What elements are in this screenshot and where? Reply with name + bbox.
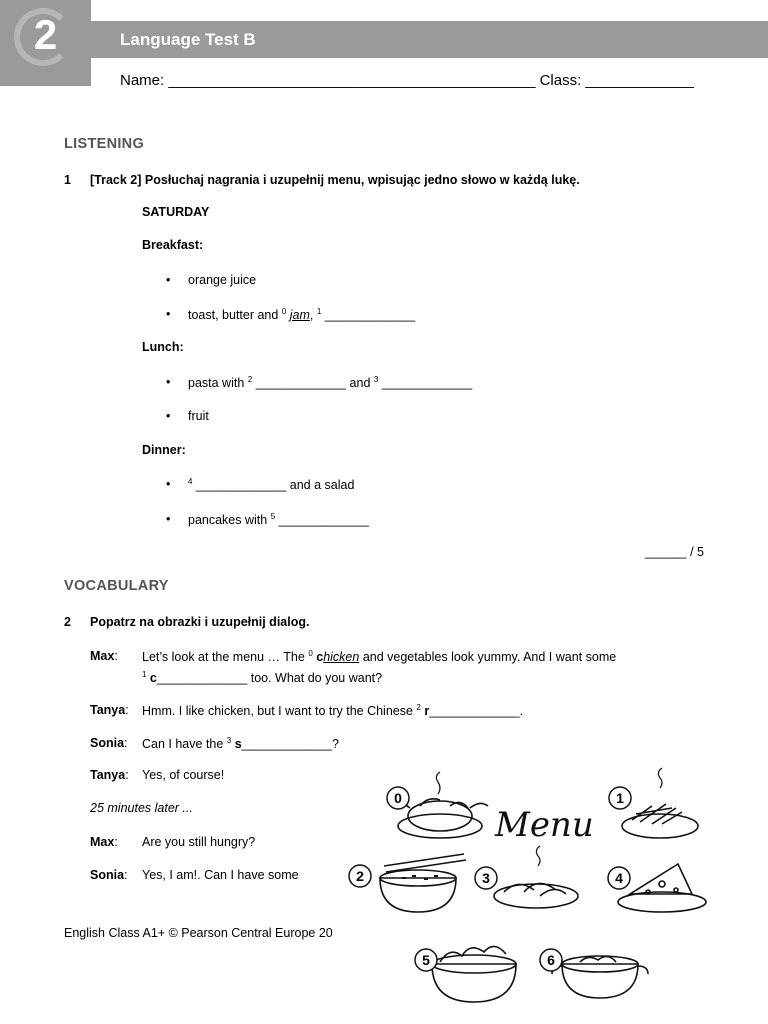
menu-illustration (340, 766, 720, 1016)
menu-title: Menu (495, 805, 594, 845)
listening-heading: LISTENING (64, 136, 145, 152)
bullet: • (166, 477, 171, 491)
salad-bowl-icon (432, 946, 516, 1002)
listening-score[interactable]: ______ / 5 (644, 545, 704, 559)
gap-v1[interactable]: _____________ too. What do you want? (156, 671, 383, 686)
dialog-line: Yes, I am!. Can I have some (142, 868, 299, 882)
speaker-max: Max: (90, 835, 118, 849)
soup-bowl-icon (552, 956, 648, 998)
bullet: • (166, 512, 171, 526)
dialog-line: $^1$ c_____________ too. What do you want? (142, 670, 383, 686)
speaker-max: Max: (90, 649, 118, 663)
menu-number-1: 1 (616, 790, 624, 806)
chips-icon (622, 768, 698, 838)
unit-badge (0, 0, 91, 86)
breakfast-item-1: orange juice (188, 273, 257, 287)
lunch-label: Lunch: (142, 340, 184, 354)
unit-number: 2 (33, 11, 58, 58)
time-note: 25 minutes later ... (90, 801, 193, 815)
title-bar (91, 21, 768, 58)
task-1-number: 1 (64, 173, 71, 187)
gap-2[interactable]: _____________ and (252, 376, 374, 391)
example-answer: jam (289, 308, 310, 323)
dinner-item-2: pancakes with $^5$ _____________ (188, 512, 369, 528)
bullet: • (166, 409, 171, 423)
menu-number-0: 0 (394, 790, 402, 806)
dialog-line: Hmm. I like chicken, but I want to try the Chinese $^2$ r_____________. (142, 703, 524, 719)
sausages-icon (494, 846, 578, 908)
dialog-line: Let’s look at the menu … The $^0$ chicken and vegetables look yummy. And I want some (142, 649, 617, 665)
gap-v3[interactable]: _____________? (241, 737, 339, 752)
menu-number-6: 6 (547, 952, 555, 968)
task-1-instruction: [Track 2] Posłuchaj nagrania i uzupełnij menu, wpisując jedno słowo w każdą lukę. (90, 173, 580, 187)
rice-bowl-icon (380, 854, 466, 912)
menu-number-3: 3 (482, 870, 490, 886)
dialog-line: Yes, of course! (142, 768, 225, 782)
vocabulary-heading: VOCABULARY (64, 578, 169, 594)
gap-1[interactable]: _____________ (321, 308, 416, 323)
gap-v2[interactable]: _____________. (429, 704, 524, 719)
lunch-item-2: fruit (188, 409, 209, 423)
gap-5[interactable]: _____________ (275, 513, 369, 528)
speaker-tanya: Tanya: (90, 703, 129, 717)
task-2-instruction: Popatrz na obrazki i uzupełnij dialog. (90, 615, 310, 629)
bullet: • (166, 273, 171, 287)
gap-3[interactable]: _____________ (378, 376, 473, 391)
breakfast-item-2: toast, butter and $^0$ jam, $^1$ _____________ (188, 307, 416, 323)
example-answer: hicken (323, 650, 360, 665)
menu-number-2: 2 (356, 868, 364, 884)
name-class-line: Name: ____________________________________________ Class: _____________ (120, 72, 694, 89)
dinner-label: Dinner: (142, 443, 186, 457)
menu-number-4: 4 (615, 870, 623, 886)
dialog-line: Can I have the $^3$ s_____________? (142, 736, 339, 752)
task-2-number: 2 (64, 615, 71, 629)
menu-number-5: 5 (422, 952, 430, 968)
dialog-line: Are you still hungry? (142, 835, 256, 849)
dinner-item-1: $^4$ _____________ and a salad (188, 477, 355, 493)
lunch-item-1: pasta with $^2$ _____________ and $^3$ _____________ (188, 375, 473, 391)
bullet: • (166, 307, 171, 321)
cheese-icon (618, 864, 706, 912)
bullet: • (166, 375, 171, 389)
day-label: SATURDAY (142, 205, 210, 219)
page-title: Language Test B (120, 30, 256, 49)
speaker-tanya: Tanya: (90, 768, 129, 782)
speaker-sonia: Sonia: (90, 868, 128, 882)
speaker-sonia: Sonia: (90, 736, 128, 750)
breakfast-label: Breakfast: (142, 238, 204, 252)
footer-copyright: English Class A1+ © Pearson Central Europe 20 (64, 926, 333, 940)
gap-4[interactable]: _____________ and a salad (192, 478, 355, 493)
